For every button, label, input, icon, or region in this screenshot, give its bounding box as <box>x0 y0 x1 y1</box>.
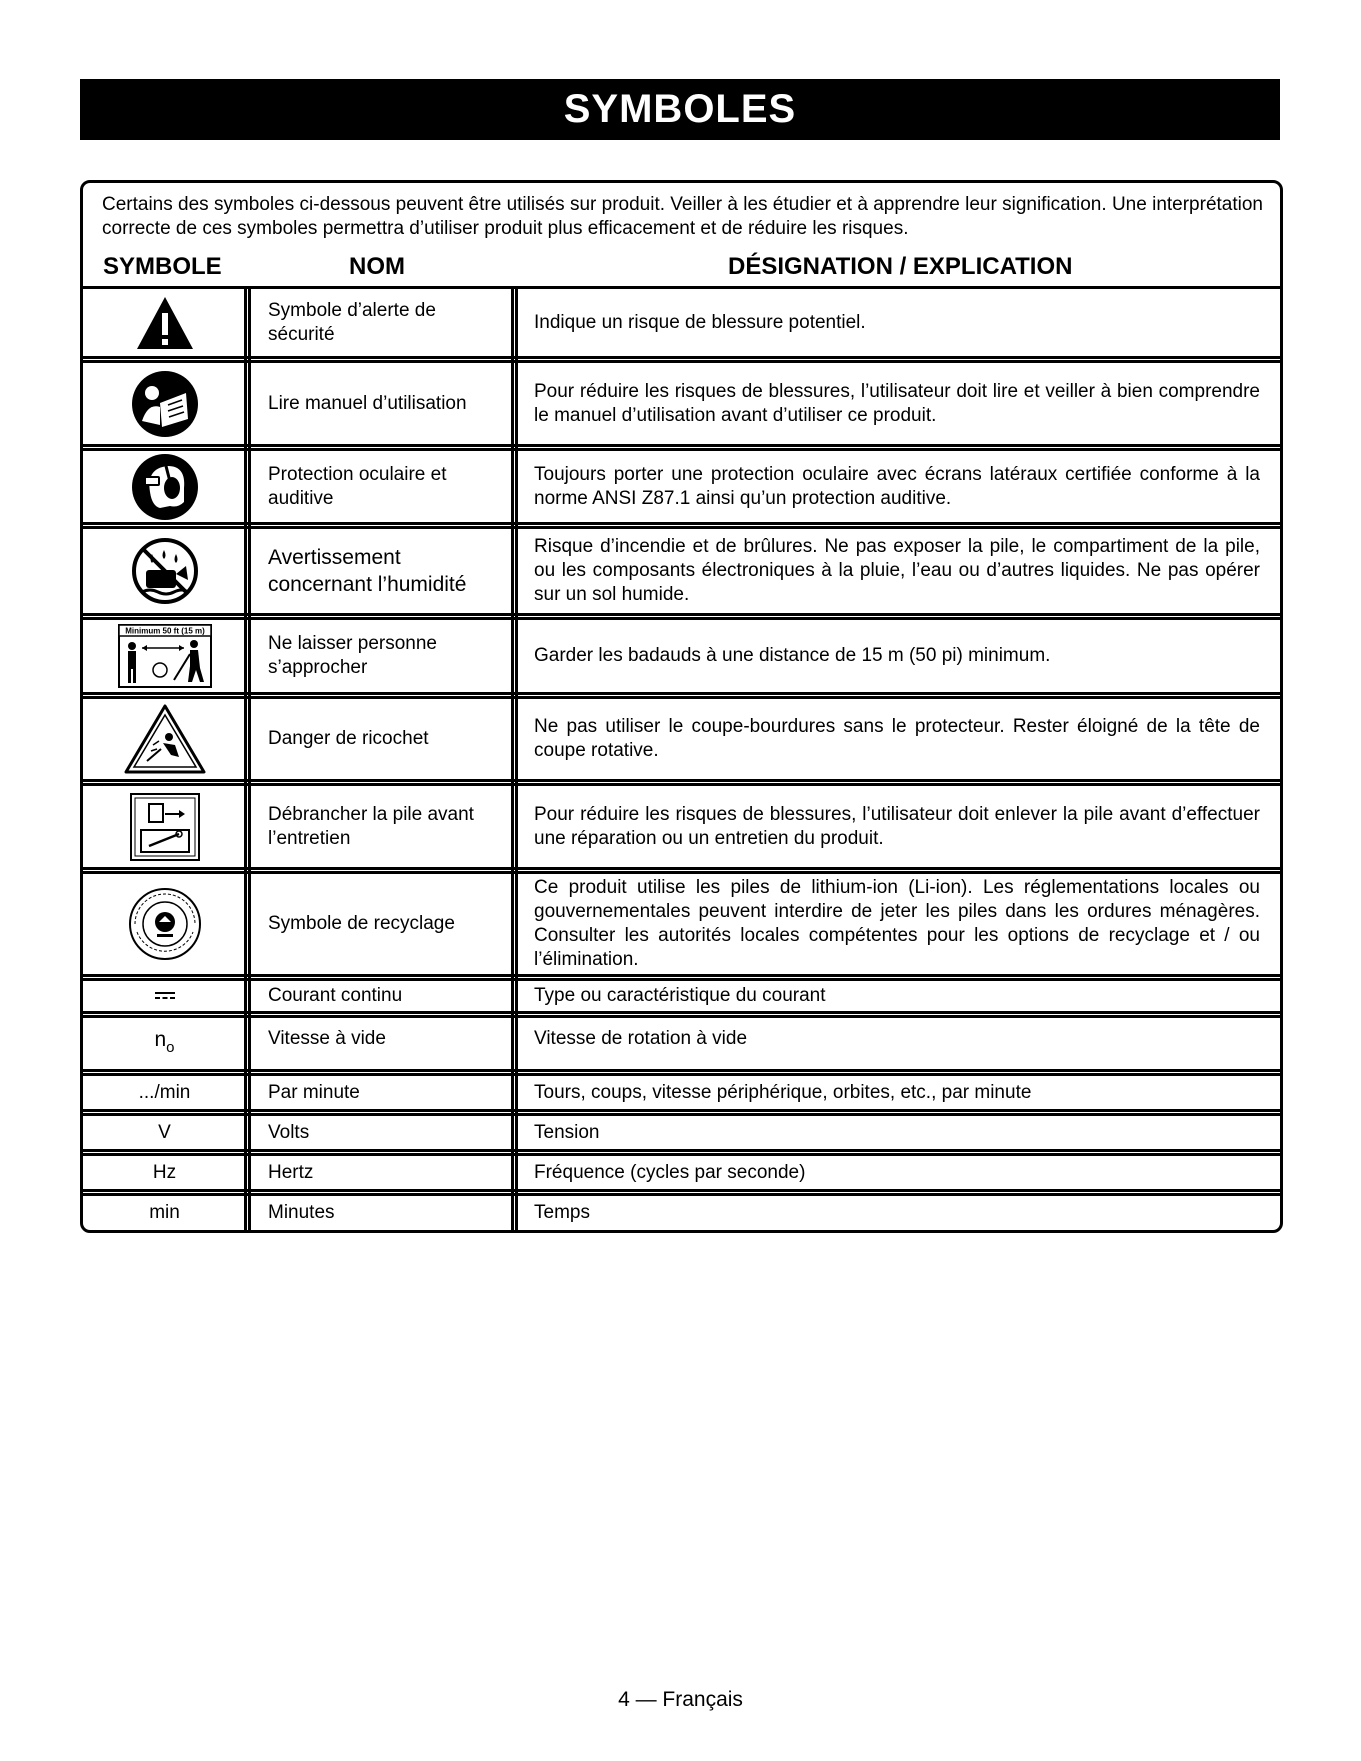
symbol-text: min <box>149 1202 180 1223</box>
row-name: Danger de ricochet <box>268 728 429 749</box>
row-description: Tension <box>534 1121 600 1143</box>
read-manual-icon <box>130 369 200 439</box>
row-description: Fréquence (cycles par seconde) <box>534 1161 806 1183</box>
row-description: Type ou caractéristique du courant <box>534 985 826 1006</box>
icon-caption: Minimum 50 ft (15 m) <box>124 626 205 636</box>
recycle-seal-icon <box>127 886 203 962</box>
symbol-subscript: o <box>166 1038 175 1056</box>
symbol-text: Hz <box>152 1161 177 1183</box>
keep-bystanders-away-icon <box>118 624 212 688</box>
row-name: Débrancher la pile avant l’entretien <box>268 803 474 849</box>
table-row <box>83 289 246 356</box>
row-name: Ne laisser personne s’approcher <box>268 633 437 678</box>
symbol-text: .../min <box>138 1081 191 1103</box>
column-header-name: NOM <box>349 253 405 280</box>
page-title: SYMBOLES <box>80 79 1280 140</box>
ricochet-danger-icon <box>123 703 207 775</box>
eye-ear-protection-icon <box>130 452 200 522</box>
row-name: Lire manuel d’utilisation <box>268 392 467 414</box>
symbols-table <box>80 180 1283 1233</box>
row-name: Volts <box>268 1121 310 1143</box>
wet-conditions-icon <box>130 536 200 606</box>
row-name: Hertz <box>268 1161 314 1183</box>
row-description: Garder les badauds à une distance de 15 m (50 pi) minimum. <box>534 645 1051 666</box>
no-load-speed-symbol <box>83 1018 246 1069</box>
row-name: Vitesse à vide <box>268 1028 386 1049</box>
remove-battery-icon <box>129 792 201 862</box>
row-name: Protection oculaire et auditive <box>268 463 447 509</box>
row-description: Ne pas utiliser le coupe-bourdures sans le protecteur. Rester éloigné de la tête de coupe rotative. <box>534 716 1260 761</box>
row-description: Pour réduire les risques de blessures, l’utilisateur doit enlever la pile avant d’effectuer une réparation ou un entretien du produit. <box>534 803 1260 849</box>
row-description: Indique un risque de blessure potentiel. <box>534 311 866 333</box>
row-description: Tours, coups, vitesse périphérique, orbites, etc., par minute <box>534 1081 1032 1103</box>
row-name: Symbole d’alerte de sécurité <box>268 299 436 345</box>
row-description: Temps <box>534 1202 590 1223</box>
safety-alert-icon <box>135 295 195 351</box>
symbol-text: n <box>154 1027 167 1051</box>
row-name: Courant continu <box>268 985 403 1006</box>
direct-current-icon <box>155 991 175 1001</box>
column-header-designation: DÉSIGNATION / EXPLICATION <box>728 253 1073 280</box>
row-description: Ce produit utilise les piles de lithium-ion (Li-ion). Les réglementations locales ou gouvernementales peuvent interdire de jeter les piles dans les ordures ménagères. Consulter les autorités locales compétentes pour les options de recyclage et / ou l’élimination. <box>534 877 1260 970</box>
row-name: Minutes <box>268 1202 335 1223</box>
column-header-symbol: SYMBOLE <box>103 253 222 280</box>
symbol-text: V <box>158 1121 171 1143</box>
row-description: Toujours porter une protection oculaire avec écrans latéraux certifiée conforme à la norme ANSI Z87.1 ainsi qu’un protection auditive. <box>534 463 1260 509</box>
row-description: Vitesse de rotation à vide <box>534 1028 748 1049</box>
intro-text: Certains des symboles ci-dessous peuvent être utilisés sur produit. Veiller à les étudier et à apprendre leur signification. Une interprétation correcte de ces symboles permettra d’utiliser produit plus efficacement et de réduire les risques. <box>102 194 1263 239</box>
row-description: Pour réduire les risques de blessures, l’utilisateur doit lire et veiller à bien comprendre le manuel d’utilisation avant d’utiliser ce produit. <box>534 380 1260 426</box>
row-name: Par minute <box>268 1081 360 1103</box>
row-description: Risque d’incendie et de brûlures. Ne pas exposer la pile, le compartiment de la pile, ou les composants électroniques à la pluie, l’eau ou d’autres liquides. Ne pas opérer sur un sol humide. <box>534 536 1260 605</box>
row-name: Avertissement concernant l’humidité <box>268 546 467 596</box>
page-footer: 4 — Français <box>618 1688 743 1711</box>
row-name: Symbole de recyclage <box>268 913 455 934</box>
